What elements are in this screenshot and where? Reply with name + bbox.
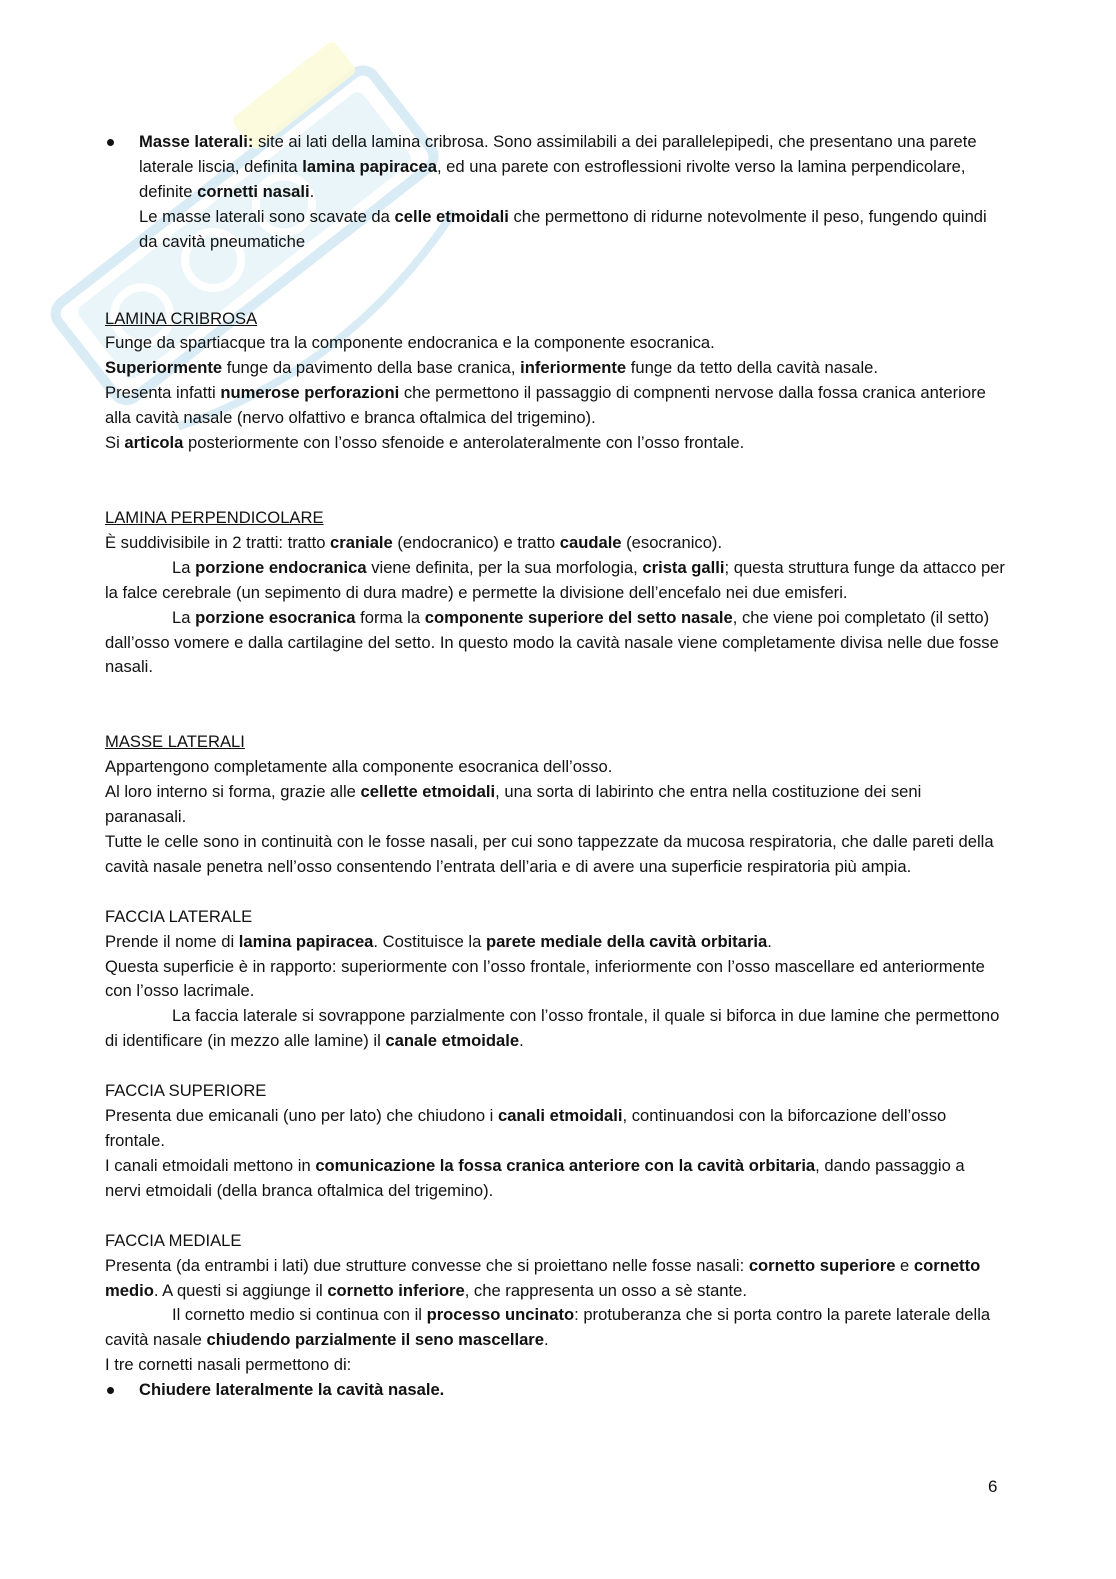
section-faccia-mediale — [105, 1229, 1005, 1403]
section-heading: MASSE LATERALI — [105, 732, 245, 752]
paragraph — [105, 356, 1005, 381]
text: . — [519, 1031, 524, 1051]
bold-term: componente superiore del setto nasale — [424, 607, 733, 627]
section-faccia-laterale — [105, 905, 1005, 1054]
paragraph — [105, 1303, 1005, 1353]
text: Il cornetto medio si continua con il — [172, 1305, 427, 1325]
bullet-label: Masse laterali: — [139, 132, 254, 151]
text: . A questi si aggiunge il — [153, 1280, 328, 1300]
paragraph — [105, 431, 1005, 456]
bullet-icon — [107, 1387, 114, 1394]
text: posteriormente con l’osso sfenoide e anterolateralmente con l’osso frontale. — [183, 433, 745, 453]
text: ; questa struttura funge da attacco per la falce cerebrale (un sepimento di dura madre) e permette la divisione dell’encefalo nei due emisferi. — [105, 557, 1005, 602]
paragraph — [105, 531, 1005, 556]
bold-term: porzione esocranica — [195, 607, 356, 627]
bold-term: porzione endocranica — [195, 557, 367, 577]
paragraph: Appartengono completamente alla componente esocranica dell’osso. — [105, 757, 613, 777]
paragraph: Questa superficie è in rapporto: superiormente con l’osso frontale, inferiormente con l’osso mascellare ed anteriormente con l’osso lacrimale. — [105, 956, 985, 1001]
subsection-heading: FACCIA SUPERIORE — [105, 1081, 267, 1101]
text: viene definita, per la sua morfologia, — [366, 557, 643, 577]
bold-term: crista galli — [642, 557, 725, 577]
bullet-text: Chiudere lateralmente la cavità nasale. — [139, 1380, 445, 1400]
intro-bullet-paragraph-2 — [139, 205, 1005, 255]
paragraph — [105, 930, 1005, 955]
bold-term: articola — [124, 433, 184, 453]
subsection-heading: FACCIA LATERALE — [105, 906, 253, 926]
text: Le masse laterali sono scavate da — [139, 206, 395, 226]
text: (esocranico). — [621, 532, 723, 552]
text: , ed una parete con estroflessioni rivolte verso la lamina perpendicolare, definite — [139, 156, 966, 201]
text: , che rappresenta un osso a sè stante. — [464, 1280, 747, 1300]
section-faccia-superiore — [105, 1079, 1005, 1204]
bold-term: numerose perforazioni — [220, 383, 400, 403]
bold-term: processo uncinato — [426, 1305, 575, 1325]
text: : protuberanza che si porta contro la parete laterale della cavità nasale — [105, 1305, 991, 1350]
bold-term: craniale — [330, 532, 393, 552]
bold-term: Superiormente — [105, 358, 223, 378]
paragraph — [105, 1254, 1005, 1304]
text: , dando passaggio a nervi etmoidali (della branca oftalmica del trigemino). — [105, 1155, 965, 1200]
section-lamina-cribrosa — [105, 307, 1005, 456]
text: e — [895, 1255, 914, 1275]
paragraph — [105, 1154, 1005, 1204]
text: . Costituisce la — [373, 931, 486, 951]
bold-term: lamina papiracea — [302, 156, 437, 176]
section-heading: LAMINA PERPENDICOLARE — [105, 507, 324, 527]
bold-term: cellette etmoidali — [360, 782, 496, 802]
intro-bullet-paragraph — [139, 130, 1005, 205]
bold-term: caudale — [559, 532, 622, 552]
text: . — [544, 1330, 549, 1350]
paragraph: I tre cornetti nasali permettono di: — [105, 1355, 352, 1375]
list-item — [105, 1378, 1005, 1403]
text: che permettono di ridurne notevolmente il peso, fungendo quindi da cavità pneumatiche — [139, 206, 987, 251]
page-number: 6 — [988, 1477, 998, 1496]
text: La — [172, 607, 196, 627]
bold-term: chiudendo parzialmente il seno mascellare — [206, 1330, 544, 1350]
bold-term: parete mediale della cavità orbitaria — [485, 931, 768, 951]
section-masse-laterali — [105, 730, 1005, 879]
text: che permettono il passaggio di compnenti nervose dalla fossa cranica anteriore alla cavità nasale (nervo olfattivo e branca oftalmica del trigemino). — [105, 383, 986, 428]
paragraph — [105, 1104, 1005, 1154]
text: . — [767, 931, 772, 951]
text: Prende il nome di — [105, 931, 239, 951]
text: . — [309, 181, 315, 201]
section-lamina-perpendicolare — [105, 506, 1005, 680]
text: forma la — [355, 607, 425, 627]
bullet-icon — [107, 139, 114, 146]
text: funge da tetto della cavità nasale. — [626, 358, 878, 378]
bold-term: cornetto inferiore — [327, 1280, 465, 1300]
text: funge da pavimento della base cranica, — [222, 358, 521, 378]
paragraph — [105, 1004, 1005, 1054]
bold-term: canale etmoidale — [385, 1031, 520, 1051]
bold-term: celle etmoidali — [394, 206, 509, 226]
paragraph — [105, 381, 1005, 431]
intro-bullet-item — [105, 130, 1005, 255]
paragraph — [105, 606, 1005, 681]
text: Presenta (da entrambi i lati) due strutture convesse che si proiettano nelle fosse nasali: — [105, 1255, 749, 1275]
document-page — [105, 130, 1005, 1403]
text: La — [172, 557, 196, 577]
text: È suddivisibile in 2 tratti: tratto — [105, 532, 331, 552]
section-heading: LAMINA CRIBROSA — [105, 308, 258, 328]
bold-term: cornetto superiore — [748, 1255, 896, 1275]
subsection-heading: FACCIA MEDIALE — [105, 1230, 242, 1250]
text: site ai lati della lamina cribrosa. Sono assimilabili a dei parallelepipedi, che presentano una parete laterale liscia, definita — [139, 132, 977, 176]
text: , una sorta di labirinto che entra nella costituzione dei seni paranasali. — [105, 782, 922, 827]
bold-term: cornetto medio — [105, 1255, 981, 1300]
text: , che viene poi completato (il setto) dall’osso vomere e dalla cartilagine del setto. In questo modo la cavità nasale viene completamente divisa nelle due fosse nasali. — [105, 607, 999, 677]
text: (endocranico) e tratto — [392, 532, 560, 552]
text: Al loro interno si forma, grazie alle — [105, 782, 361, 802]
text: La faccia laterale si sovrappone parzialmente con l’osso frontale, il quale si biforca in due lamine che permettono di identificare (in mezzo alle lamine) il — [105, 1006, 1000, 1051]
text: Si — [105, 433, 125, 453]
paragraph: Funge da spartiacque tra la componente endocranica e la componente esocranica. — [105, 333, 715, 353]
paragraph — [105, 780, 1005, 830]
bold-term: inferiormente — [520, 358, 627, 378]
text: , continuandosi con la biforcazione dell’osso frontale. — [105, 1106, 947, 1150]
text: I canali etmoidali mettono in — [105, 1155, 316, 1175]
bold-term: lamina papiracea — [238, 931, 374, 951]
text: Presenta infatti — [105, 383, 221, 403]
bold-term: comunicazione la fossa cranica anteriore con la cavità orbitaria — [315, 1155, 816, 1175]
text: Presenta due emicanali (uno per lato) che chiudono i — [105, 1106, 498, 1126]
bold-term: canali etmoidali — [497, 1106, 623, 1126]
bold-term: cornetti nasali — [197, 181, 310, 201]
paragraph — [105, 556, 1005, 606]
paragraph: Tutte le celle sono in continuità con le fosse nasali, per cui sono tappezzate da mucosa respiratoria, che dalle pareti della cavità nasale penetra nell’osso consentendo l’entrata dell’aria e di avere una superficie respiratoria più ampia. — [105, 831, 994, 876]
